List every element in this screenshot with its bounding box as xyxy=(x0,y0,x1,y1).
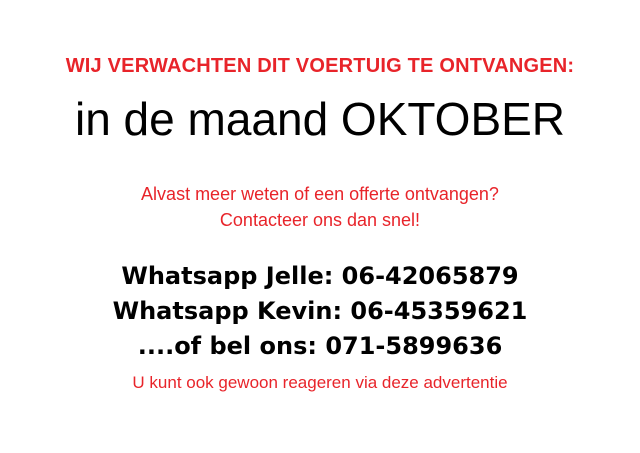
contact-block xyxy=(113,259,528,363)
contact-phone: ....of bel ons: 071-5899636 xyxy=(137,332,503,361)
contact-whatsapp-jelle: Whatsapp Jelle: 06-42065879 xyxy=(121,262,519,291)
contact-whatsapp-kevin: Whatsapp Kevin: 06-45359621 xyxy=(112,297,528,326)
subtext-line-1: Alvast meer weten of een offerte ontvangen? xyxy=(141,184,499,205)
footer-note: U kunt ook gewoon reageren via deze advertentie xyxy=(132,372,508,392)
month-text: in de maand OKTOBER xyxy=(74,93,566,145)
subtext-block xyxy=(141,181,499,233)
subtext-line-2: Contacteer ons dan snel! xyxy=(219,210,421,231)
headline-text: WIJ VERWACHTEN DIT VOERTUIG TE ONTVANGEN: xyxy=(65,55,575,77)
